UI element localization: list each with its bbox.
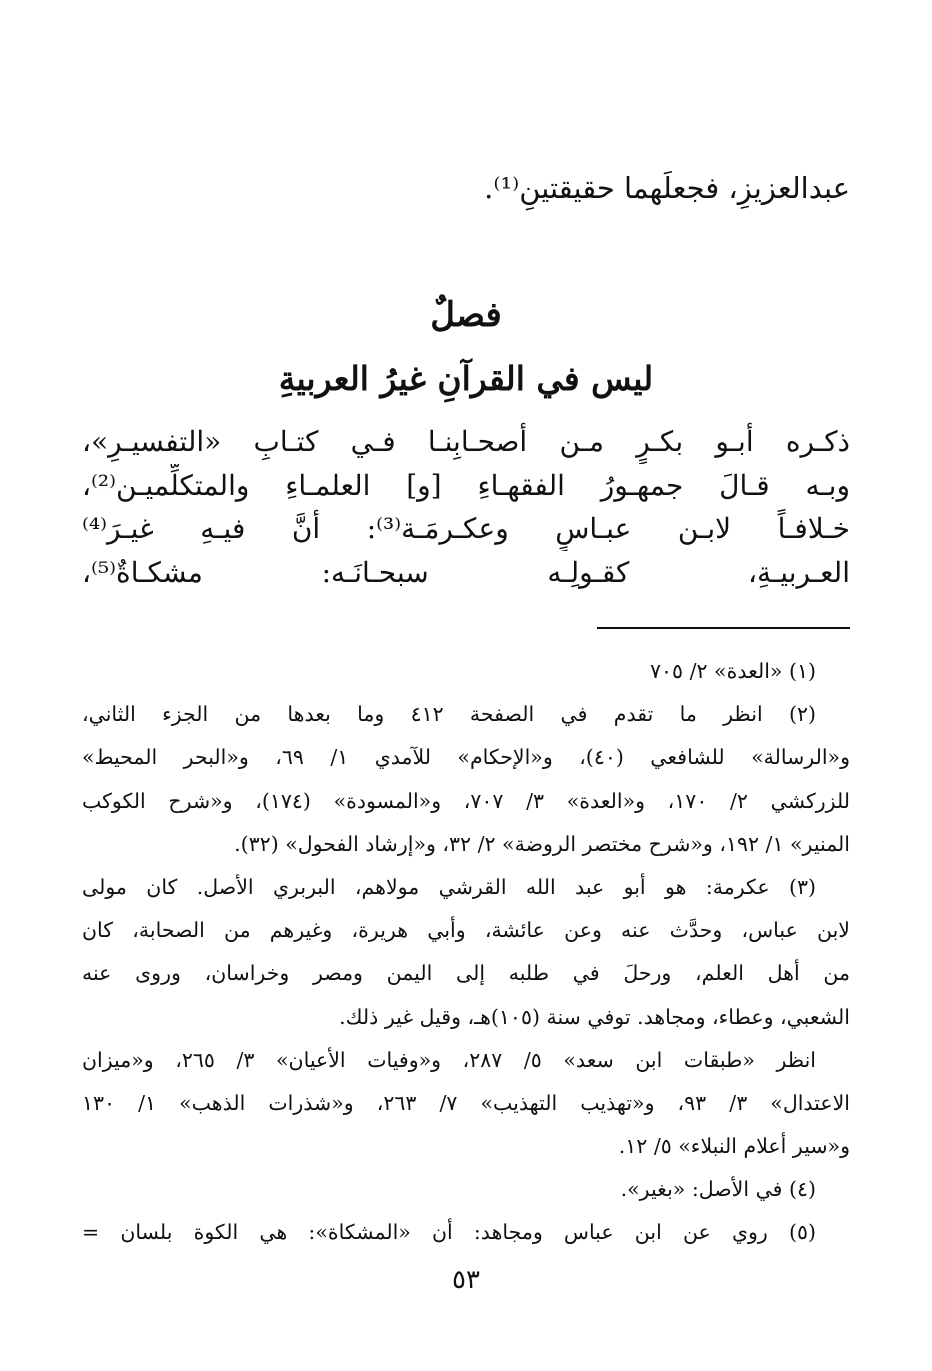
footnote-line: الشعبي، وعطاء، ومجاهد. توفي سنة (١٠٥)هـ، وقيل غير ذلك.: [339, 1004, 850, 1029]
main-line: العـربيـةِ، كقـولِـه سبحـانَـه: مشكـاةٌ⁽⁵⁾،: [82, 555, 850, 589]
footnote-line: الاعتدال» ٣/ ٩٣، و«تهذيب التهذيب» ٧/ ٢٦٣، و«شذرات الذهب» ١/ ١٣٠: [82, 1090, 850, 1115]
main-line: ذكـره أبـو بكـرٍ مـن أصحـابِنـا فـي كتـابِ «التفسيـرِ»،: [82, 425, 850, 458]
footnote-line: من أهل العلم، ورحلَ في طلبه إلى اليمن ومصر وخراسان، وروى عنه: [82, 961, 850, 986]
main-paragraph: [82, 420, 850, 594]
footnote-line: (٥) روي عن ابن عباس ومجاهد: أن «المشكاة»: هي الكوة بلسان =: [82, 1220, 816, 1245]
main-line: خـلافـاً لابـن عبـاسٍ وعكـرمَـة⁽³⁾: أنَّ فيـهِ غيـرَ⁽⁴⁾: [82, 512, 850, 545]
footnote-line: (١) «العدة» ٢/ ٧٠٥: [650, 659, 816, 683]
footnote-line: (٤) في الأصل: «بغير».: [620, 1177, 816, 1202]
footnote-line: المنير» ١/ ١٩٢، و«شرح مختصر الروضة» ٢/ ٣٢، و«إرشاد الفحول» (٣٢).: [234, 831, 850, 856]
intro-line: [82, 166, 850, 210]
section-title: ليس في القرآنِ غيرُ العربيةِ: [278, 359, 654, 398]
page-number: ٥٣: [452, 1265, 480, 1295]
main-line: وبـه قـالَ جمهـورُ الفقهـاءِ [و] العلمـاءِ والمتكلِّميـن⁽²⁾،: [82, 468, 850, 502]
footnote-line: انظر «طبقات ابن سعد» ٥/ ٢٨٧، و«وفيات الأعيان» ٣/ ٢٦٥، و«ميزان: [82, 1047, 816, 1072]
footnote-separator: [597, 627, 850, 629]
section-label: فصلٌ: [430, 295, 502, 335]
footnote-line: للزركشي ٢/ ١٧٠، و«العدة» ٣/ ٧٠٧، و«المسودة» (١٧٤)، و«شرح الكوكب: [82, 788, 850, 813]
footnote-line: و«سير أعلام النبلاء» ٥/ ١٢.: [618, 1134, 850, 1159]
footnote-line: و«الرسالة» للشافعي (٤٠)، و«الإحكام» للآمدي ١/ ٦٩، و«البحر المحيط»: [82, 745, 850, 770]
footnote-line: (٣) عكرمة: هو أبو عبد الله القرشي مولاهم، البربري الأصل. كان مولى: [82, 874, 816, 899]
intro-text: عبدالعزيزِ، فجعلَهما حقيقتينِ⁽¹⁾.: [484, 171, 850, 205]
footnote-line: لابن عباس، وحدَّث عنه وعن عائشة، وأبي هريرة، وغيرهم من الصحابة، كان: [82, 918, 850, 943]
footnote-line: (٢) انظر ما تقدم في الصفحة ٤١٢ وما بعدها من الجزء الثاني،: [82, 702, 816, 727]
footnotes: [82, 650, 850, 1255]
